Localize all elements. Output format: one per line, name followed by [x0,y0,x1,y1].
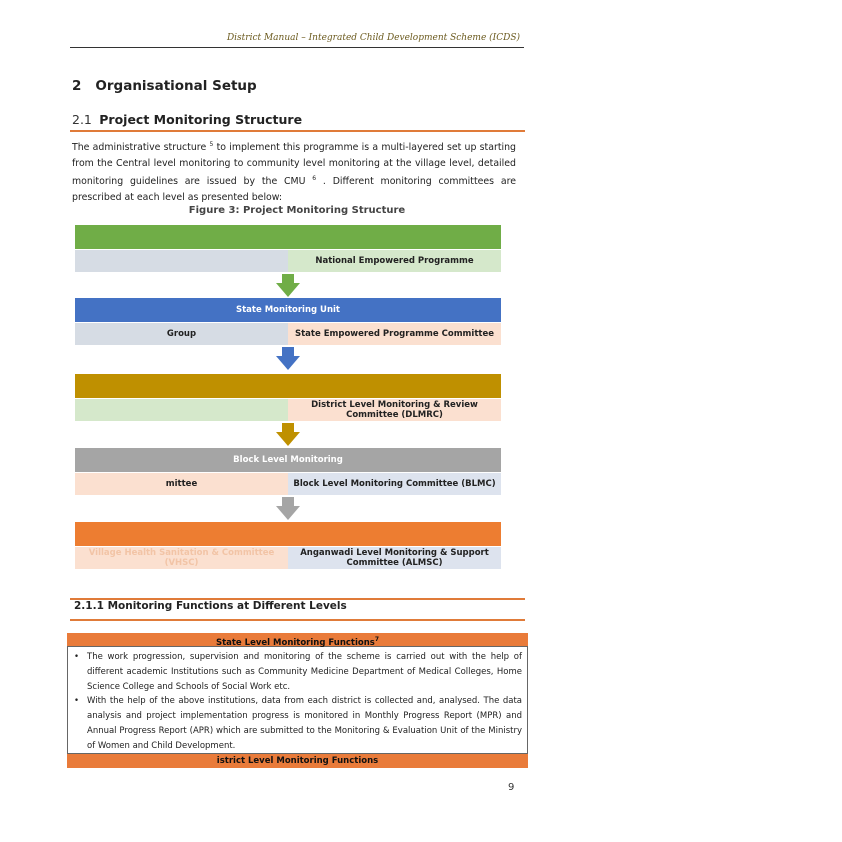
down-arrow-icon [276,283,300,297]
level-3-left-committee [75,399,288,421]
level-2-left-committee: Group [75,323,288,345]
footnote-ref[interactable]: 5 [209,141,214,148]
level-3-right-committee: District Level Monitoring & Review Committee (DLMRC) [288,399,501,421]
level-2-bar: State Monitoring Unit [75,298,501,322]
level-1-right-committee: National Empowered Programme [288,250,501,272]
subsubsection-rule-bottom [70,619,525,621]
subsection-heading [72,112,302,127]
level-4-bar: Block Level Monitoring [75,448,501,472]
table-header [67,633,528,647]
level-5-left-committee: Village Health Sanitation & Committee (VHSC) [75,547,288,569]
bullet-icon: • [74,696,80,707]
section-heading [72,78,257,94]
level-5-right-committee: Anganwadi Level Monitoring & Support Committee (ALMSC) [288,547,501,569]
down-arrow-icon [282,347,294,356]
table-header-text: State Level Monitoring Functions [215,637,375,648]
level-1-left-committee [75,250,288,272]
list-item: • The work progression, supervision and monitoring of the scheme is carried out with the help of different academic Institutions such as Community Medicine Department of Medical Colleges, Home Science College and Schools of Social Work etc. [74,652,522,692]
level-5-bar [75,522,501,546]
footnote-ref[interactable]: 7 [374,636,380,643]
footnote-ref[interactable]: 6 [312,175,317,183]
subsubsection-number: 2.1.1 [74,600,104,612]
section-number: 2 [72,78,82,94]
figure-caption: Figure 3: Project Monitoring Structure [188,205,406,216]
down-arrow-icon [276,356,300,370]
bullet-list [72,650,522,754]
header-rule [70,47,524,48]
subsection-title: Project Monitoring Structure [99,112,303,127]
page-number: 9 [508,782,515,793]
table-footer-row: istrict Level Monitoring Functions [67,753,528,768]
down-arrow-icon [276,506,300,520]
level-2-right-committee: State Empowered Programme Committee [288,323,501,345]
level-4-right-committee: Block Level Monitoring Committee (BLMC) [288,473,501,495]
intro-paragraph: The administrative structure $^5$ to implement this programme is a multi-layered set up starting from the Central level monitoring to community level monitoring at the village level, detailed monitoring guidelines are issued by the CMU $^6$ . Different monitoring committees are prescribed at each level as presented below: [72,141,517,203]
level-3-bar [75,374,501,398]
list-item: • With the help of the above institutions, data from each district is collected and, analysed. The data analysis and project implementation progress is monitored in Monthly Progress Report (MPR) and Annual Progress Report (APR) which are submitted to the Monitoring & Evaluation Unit of the Ministry of Women and Child Development. [74,696,522,751]
bullet-icon: • [74,652,80,662]
subsection-number: 2.1 [72,112,92,127]
down-arrow-icon [282,423,294,432]
down-arrow-icon [282,274,294,283]
subsubsection-title: Monitoring Functions at Different Levels [107,600,347,612]
section-title: Organisational Setup [95,78,257,94]
subsection-rule [70,130,525,132]
down-arrow-icon [282,497,294,506]
level-1-bar [75,225,501,249]
running-header: District Manual – Integrated Child Development Scheme (ICDS) [226,33,520,43]
level-4-left-committee: mittee [75,473,288,495]
down-arrow-icon [276,432,300,446]
subsubsection-heading [74,600,347,612]
